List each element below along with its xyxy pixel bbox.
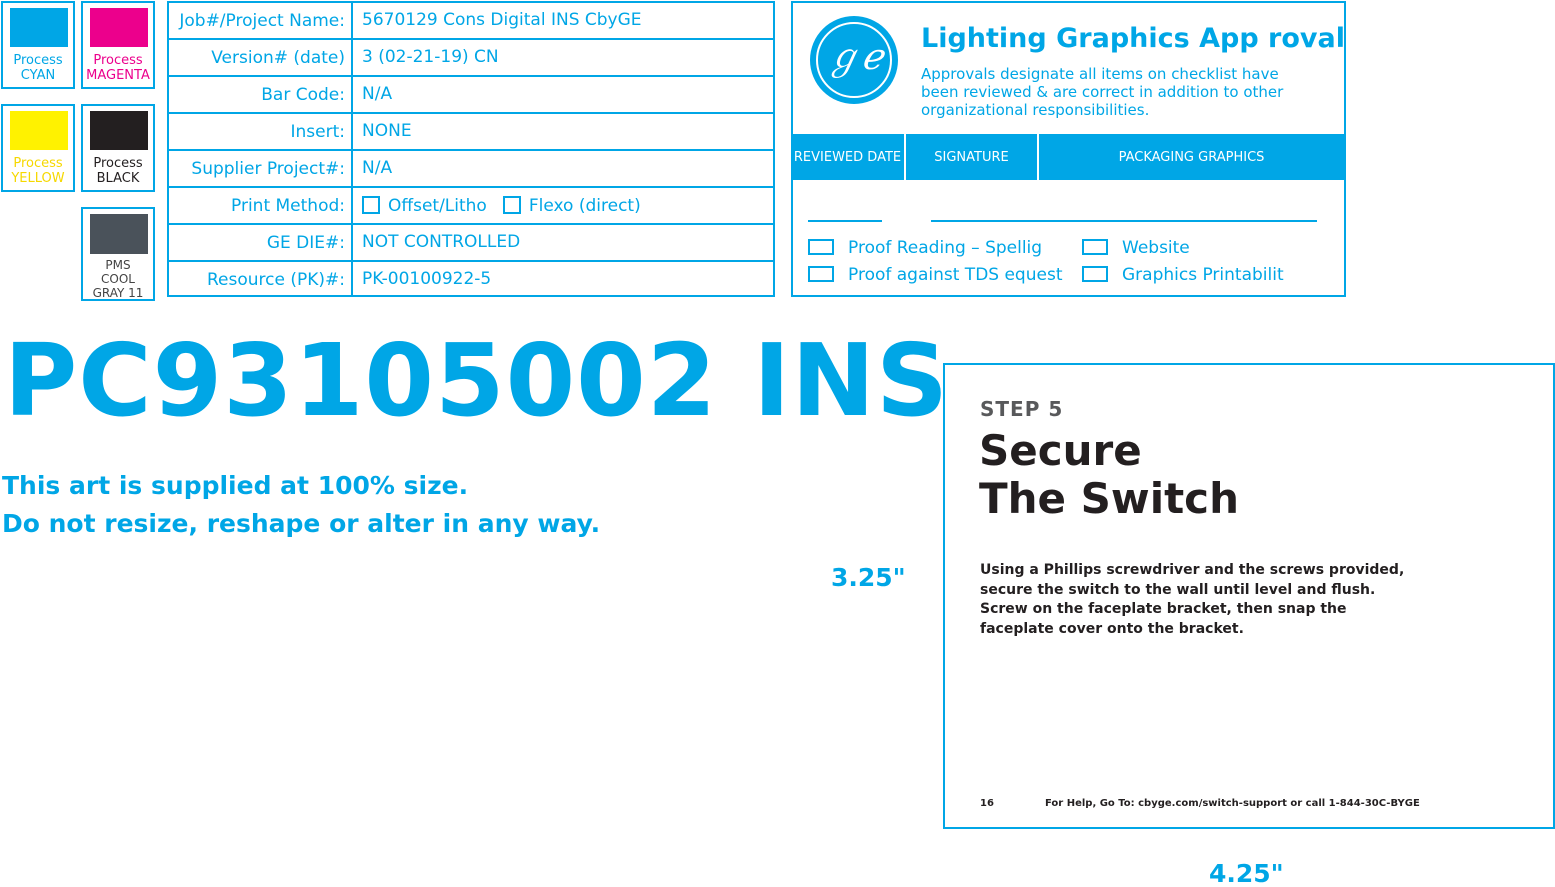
signature-line[interactable] [931, 220, 1317, 222]
job-row-supplier-project [169, 151, 773, 188]
job-value: N/A [362, 84, 393, 104]
flexo-direct-checkbox[interactable] [503, 196, 521, 214]
checkbox[interactable] [1082, 266, 1108, 282]
checkbox[interactable] [1082, 239, 1108, 255]
height-dimension: 3.25" [831, 563, 906, 592]
packaging-graphics-header: PACKAGING GRAPHICS [1037, 134, 1344, 180]
step-title: Secure The Switch [979, 426, 1239, 523]
job-row-bar-code [169, 77, 773, 114]
job-label: GE DIE#: [169, 225, 353, 260]
step-label: STEP 5 [980, 397, 1064, 421]
job-row-project-name [169, 3, 773, 40]
notice-line: Do not resize, reshape or alter in any way. [2, 509, 601, 538]
job-value: 5670129 Cons Digital INS CbyGE [362, 10, 642, 30]
color-chip [10, 111, 68, 150]
job-value [362, 188, 769, 223]
flexo-direct-label: Flexo (direct) [528, 196, 641, 216]
job-value: PK-00100922-5 [362, 269, 492, 289]
approval-title: Lighting Graphics App roval [921, 23, 1345, 54]
color-chip [90, 8, 148, 47]
checklist-item: Graphics Printabilit [1082, 264, 1284, 286]
job-label: Version# (date) [169, 40, 353, 75]
color-chip [10, 8, 68, 47]
job-value: 3 (02-21-19) CN [362, 47, 499, 67]
job-label: Bar Code: [169, 77, 353, 112]
artwork-panel [943, 363, 1555, 829]
job-row-ge-die [169, 225, 773, 262]
job-label: Insert: [169, 114, 353, 149]
job-row-resource [169, 262, 773, 297]
job-row-print-method [169, 188, 773, 225]
checkbox[interactable] [808, 266, 834, 282]
page-number: 16 [980, 798, 994, 809]
job-value: NOT CONTROLLED [362, 232, 521, 252]
swatch-label: Process MAGENTA [86, 53, 150, 83]
part-number: PC93105002 INS [4, 322, 950, 439]
approval-header-bar [793, 134, 1344, 180]
checklist-item: Proof against TDS equest [808, 264, 1062, 286]
offset-litho-label: Offset/Litho [388, 196, 487, 216]
width-dimension: 4.25" [1209, 859, 1284, 887]
checkbox[interactable] [808, 239, 834, 255]
swatch-process-cyan [1, 1, 75, 89]
job-row-version [169, 40, 773, 77]
color-chip [90, 214, 148, 254]
swatch-label: Process YELLOW [11, 156, 65, 186]
ge-logo: ℊℯ [810, 16, 898, 104]
offset-litho-checkbox[interactable] [362, 196, 380, 214]
job-value: N/A [362, 158, 393, 178]
step-instructions: Using a Phillips screwdriver and the screws provided, secure the switch to the wall until level and flush. Screw on the faceplate bracket, then snap the faceplate cover onto the bracket. [980, 562, 1405, 637]
job-label: Resource (PK)#: [169, 262, 353, 297]
approval-panel [791, 1, 1346, 297]
help-text: For Help, Go To: cbyge.com/switch-support or call 1-844-30C-BYGE [1045, 798, 1420, 809]
reviewed-date-header: REVIEWED DATE [793, 149, 902, 165]
job-label: Supplier Project#: [169, 151, 353, 186]
job-row-insert [169, 114, 773, 151]
job-label: Job#/Project Name: [169, 3, 353, 38]
swatch-process-magenta [81, 1, 155, 89]
notice-line: This art is supplied at 100% size. [2, 471, 469, 500]
color-chip [90, 111, 148, 150]
swatch-label: Process BLACK [93, 156, 143, 186]
swatch-label: Process CYAN [13, 53, 63, 83]
job-info-table [167, 1, 775, 297]
signature-header: SIGNATURE [904, 134, 1037, 180]
checklist-item: Website [1082, 237, 1190, 259]
job-value: NONE [362, 121, 412, 141]
approval-description: Approvals designate all items on checklist have been reviewed & are correct in addition to other organizational responsibilities. [921, 65, 1284, 119]
swatch-pms-cool-gray [81, 207, 155, 301]
job-label: Print Method: [169, 188, 353, 223]
swatch-process-black [81, 104, 155, 192]
date-line[interactable] [808, 220, 882, 222]
swatch-label: PMS COOL GRAY 11 [92, 258, 144, 300]
swatch-process-yellow [1, 104, 75, 192]
checklist-item: Proof Reading – Spellig [808, 237, 1042, 259]
